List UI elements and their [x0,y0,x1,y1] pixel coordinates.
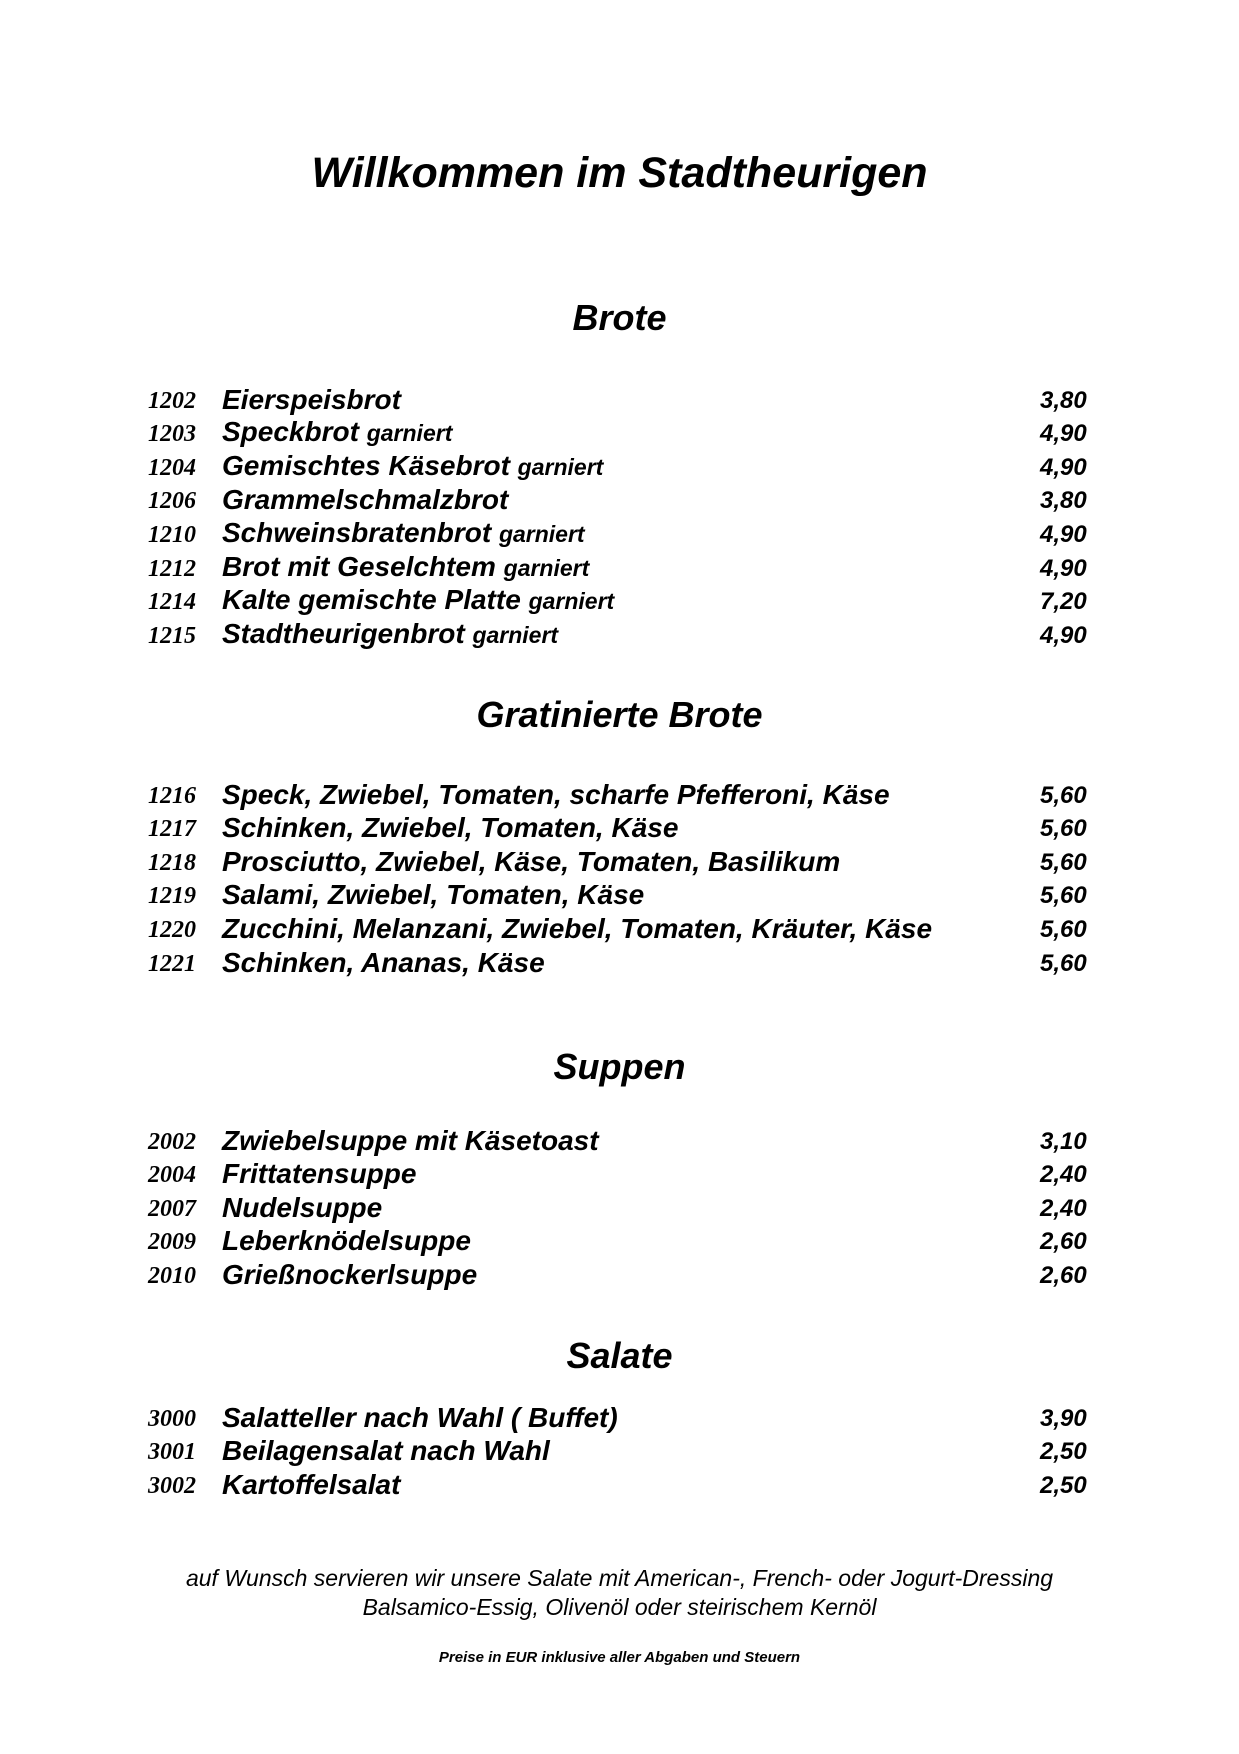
item-number: 1202 [148,387,196,414]
item-name [222,913,932,945]
item-number: 1220 [148,916,196,943]
item-price: 4,90 [1040,621,1087,649]
page-title: Willkommen im Stadtheurigen [311,149,928,197]
item-name [222,1225,471,1257]
item-number: 1204 [148,454,196,481]
item-number: 1214 [148,589,196,616]
item-name [222,1192,382,1224]
item-name [222,450,603,483]
item-name [222,1158,416,1190]
item-price: 2,50 [1040,1471,1087,1499]
menu-item [0,516,1239,553]
item-number: 1203 [148,421,196,448]
price-footer: Preise in EUR inklusive aller Abgaben und Steuern [438,1649,801,1666]
item-name-text: Beilagensalat nach Wahl [222,1435,550,1467]
item-name [222,551,589,584]
item-name [222,879,644,911]
item-number: 1210 [148,521,196,548]
item-number: 1221 [148,950,196,977]
item-name-text: Prosciutto, Zwiebel, Käse, Tomaten, Basilikum [222,845,841,877]
menu-item [0,1193,1239,1227]
menu-item [0,814,1239,848]
menu-item [0,385,1239,419]
menu-item [0,416,1239,453]
item-name-text: Zucchini, Melanzani, Zwiebel, Tomaten, Kräuter, Käse [222,912,933,944]
item-name-text: Salatteller nach Wahl ( Buffet) [222,1401,618,1433]
item-price: 3,90 [1040,1404,1087,1432]
section-heading-gratinierte-brote: Gratinierte Brote [476,694,763,735]
item-price: 2,50 [1040,1438,1087,1466]
section-list-brote [0,385,1239,654]
dressing-note [0,1564,1239,1622]
item-price: 4,90 [1040,520,1087,548]
item-number: 1219 [148,883,196,910]
item-name-text: Kartoffelsalat [222,1468,401,1500]
item-number: 1212 [148,555,196,582]
item-name [222,779,890,811]
item-name [222,517,585,550]
item-number: 1206 [148,488,196,515]
item-suffix: garniert [517,453,604,480]
menu-item [0,486,1239,520]
menu-item [0,1260,1239,1294]
item-price: 4,90 [1040,420,1087,448]
section-list-salate [0,1403,1239,1504]
menu-item [0,914,1239,948]
item-name-text: Brot mit Geselchtem [222,550,496,582]
item-name [222,484,508,516]
menu-item [0,1403,1239,1437]
dressing-note-line-1: auf Wunsch servieren wir unsere Salate mit American-, French- oder Jogurt-Dressing [185,1565,1054,1591]
item-suffix: garniert [472,621,559,648]
item-name-text: Speckbrot [222,416,359,448]
menu-item [0,881,1239,915]
item-name [222,846,840,878]
menu-item [0,1227,1239,1261]
menu-item [0,847,1239,881]
item-price: 5,60 [1040,949,1087,977]
menu-item [0,550,1239,587]
item-name-text: Schweinsbratenbrot [222,516,492,548]
dressing-note-line-2: Balsamico-Essig, Olivenöl oder steirischem Kernöl [362,1594,877,1620]
item-name-text: Stadtheurigenbrot [222,617,465,649]
section-list-suppen [0,1126,1239,1294]
item-price: 3,80 [1040,487,1087,515]
item-number: 1216 [148,782,196,809]
item-price: 3,80 [1040,386,1087,414]
item-name [222,812,678,844]
item-suffix: garniert [366,420,453,447]
item-name [222,1259,477,1291]
item-price: 5,60 [1040,848,1087,876]
menu-item [0,449,1239,486]
item-price: 5,60 [1040,815,1087,843]
item-suffix: garniert [498,520,585,547]
item-suffix: garniert [503,554,590,581]
menu-item [0,617,1239,654]
item-name-text: Grammelschmalzbrot [222,484,509,516]
item-name [222,1402,618,1434]
item-name-text: Zwiebelsuppe mit Käsetoast [222,1124,599,1156]
item-number: 1218 [148,849,196,876]
item-name-text: Schinken, Ananas, Käse [222,946,545,978]
item-price: 2,40 [1040,1161,1087,1189]
item-price: 5,60 [1040,882,1087,910]
item-number: 3002 [148,1472,196,1499]
item-price: 7,20 [1040,588,1087,616]
item-name-text: Gemischtes Käsebrot [222,449,510,481]
item-name-text: Speck, Zwiebel, Tomaten, scharfe Pfefferoni, Käse [222,778,890,810]
item-price: 4,90 [1040,453,1087,481]
menu-item [0,1126,1239,1160]
section-heading-suppen: Suppen [553,1046,686,1087]
item-name [222,1125,599,1157]
menu-item [0,584,1239,621]
item-name [222,384,401,416]
menu-item [0,1470,1239,1504]
menu-item [0,948,1239,982]
item-name-text: Nudelsuppe [222,1191,383,1223]
item-price: 4,90 [1040,554,1087,582]
item-number: 2009 [148,1229,196,1256]
item-price: 5,60 [1040,915,1087,943]
menu-item [0,1437,1239,1471]
item-name-text: Leberknödelsuppe [222,1225,471,1257]
item-price: 2,60 [1040,1261,1087,1289]
item-price: 2,60 [1040,1228,1087,1256]
item-number: 1215 [148,622,196,649]
item-name [222,947,545,979]
item-price: 2,40 [1040,1194,1087,1222]
item-number: 2004 [148,1162,196,1189]
item-suffix: garniert [528,588,615,615]
item-price: 3,10 [1040,1127,1087,1155]
item-number: 2007 [148,1195,196,1222]
section-list-gratinierte-brote [0,780,1239,982]
item-name-text: Schinken, Zwiebel, Tomaten, Käse [222,812,679,844]
item-name [222,416,452,449]
item-number: 3000 [148,1405,196,1432]
item-name [222,1435,550,1467]
item-price: 5,60 [1040,781,1087,809]
item-number: 2002 [148,1128,196,1155]
item-name-text: Frittatensuppe [222,1158,417,1190]
section-heading-salate: Salate [566,1335,673,1376]
item-name-text: Eierspeisbrot [222,383,401,415]
menu-item [0,1160,1239,1194]
item-name-text: Salami, Zwiebel, Tomaten, Käse [222,879,645,911]
item-name-text: Kalte gemischte Platte [222,584,521,616]
item-name [222,1469,400,1501]
item-name [222,618,558,651]
item-number: 1217 [148,816,196,843]
item-number: 2010 [148,1262,196,1289]
item-name-text: Grießnockerlsuppe [222,1258,478,1290]
menu-item [0,780,1239,814]
item-number: 3001 [148,1439,196,1466]
item-name [222,584,614,617]
section-heading-brote: Brote [572,297,667,338]
